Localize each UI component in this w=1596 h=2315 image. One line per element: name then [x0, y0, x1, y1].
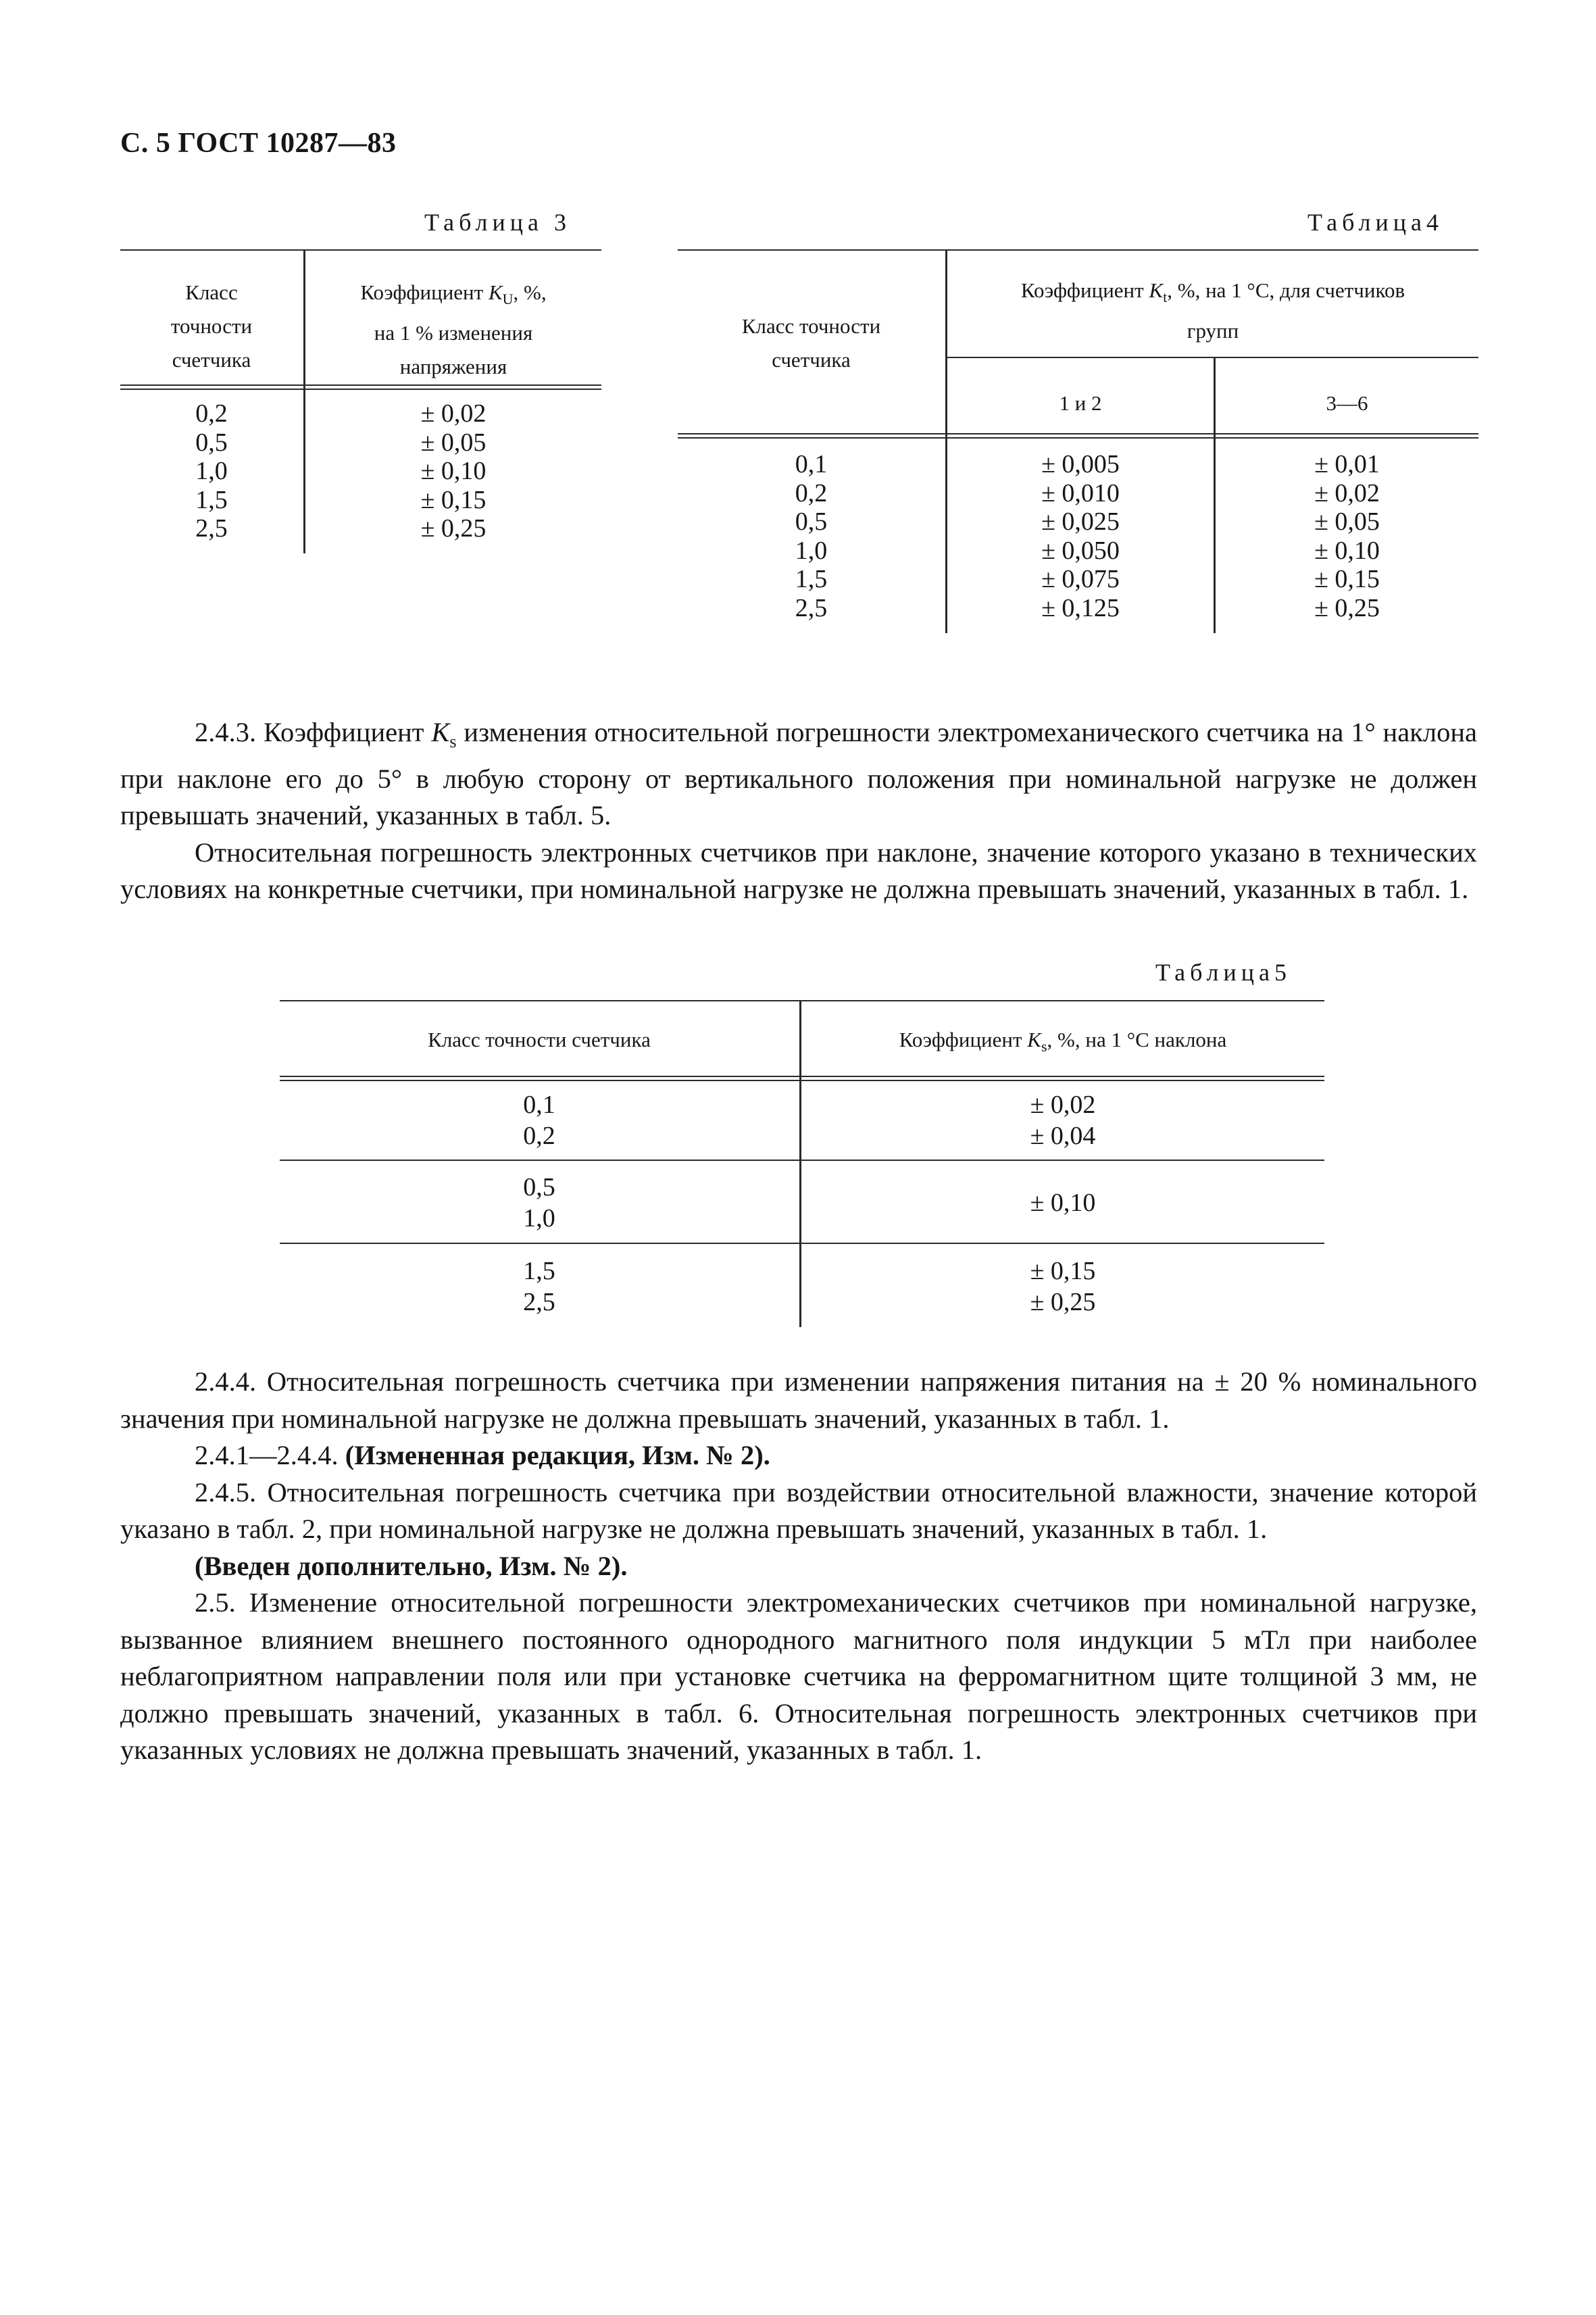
paragraph-amendment: 2.4.1—2.4.4. (Измененная редакция, Изм. № 2). — [195, 1440, 770, 1470]
table5-head-coef: Коэффициент $K_s$, %, на 1 °С наклона — [899, 1028, 1227, 1055]
table4-g1-cell: ± 0,050 — [1041, 536, 1120, 565]
paragraph-2-4-5: 2.4.5. Относительная погрешность счетчика при воздействии относительной влажности, значение которой указано в табл. 2, при номинальной нагрузке не должна превышать значений, указанных в табл. 1. — [120, 1476, 1477, 1544]
table4-g2-cell: ± 0,02 — [1314, 478, 1380, 507]
section-2-4-3 — [120, 714, 1477, 908]
table4-g2-cell: ± 0,05 — [1314, 507, 1380, 536]
table4-g2-cell: ± 0,25 — [1314, 593, 1380, 622]
table3-value-cell: ± 0,15 — [420, 485, 487, 514]
table5-class-cell: 2,5 — [523, 1288, 555, 1316]
table3-class-cell: 2,5 — [195, 514, 228, 543]
table4-g1-cell: ± 0,125 — [1041, 593, 1120, 622]
page-header: С. 5 ГОСТ 10287—83 — [120, 128, 397, 159]
table5-class-cell: 0,1 — [523, 1091, 555, 1119]
table5-value-cell: ± 0,02 — [1030, 1091, 1096, 1119]
table3-head-coef: Коэффициент $K_U$, %, на 1 % изменения напряжения — [360, 280, 547, 379]
table5-head-class: Класс точности счетчика — [428, 1028, 651, 1051]
table3-caption: Таблица 3 — [424, 209, 571, 236]
table3-value-column — [305, 399, 601, 543]
table5-class-cell: 0,5 — [523, 1173, 555, 1201]
table3-value-cell: ± 0,05 — [420, 428, 487, 457]
table4-g2-cell: ± 0,15 — [1314, 565, 1380, 593]
table3-value-cell: ± 0,10 — [420, 457, 487, 485]
table5-class-cell: 1,5 — [523, 1257, 555, 1285]
table5-class-cell: 1,0 — [523, 1204, 555, 1233]
table4-class-cell: 2,5 — [795, 593, 828, 622]
paragraph-introduced: (Введен дополнительно, Изм. № 2). — [195, 1550, 628, 1581]
table5-value-cell: ± 0,04 — [1030, 1122, 1096, 1150]
table4-g1-cell: ± 0,010 — [1041, 478, 1120, 507]
section-2-4-4-to-2-5 — [120, 1364, 1477, 1769]
paragraph-2-4-3: 2.4.3. Коэффициент $K_s$ изменения относительной погрешности электромеханического счетчика на 1° наклона при наклоне его до 5° в любую сторону от вертикального положения при номинальной нагрузке не должен превышать значений, указанных в табл. 5. — [120, 717, 1477, 831]
table4-class-cell: 1,0 — [795, 536, 828, 565]
table5-value-cell: ± 0,25 — [1030, 1288, 1096, 1316]
table3-value-cell: ± 0,25 — [420, 514, 487, 543]
table5-caption: Таблица5 — [1155, 959, 1291, 986]
table4-head-class: Класс точности счетчика — [741, 314, 881, 372]
table5-value-cell: ± 0,15 — [1030, 1257, 1096, 1285]
table5-value-cell: ± 0,10 — [1030, 1189, 1096, 1217]
table4-class-cell: 0,2 — [795, 478, 828, 507]
paragraph-electronic-tilt: Относительная погрешность электронных счетчиков при наклоне, значение которого указано в технических условиях на конкретные счетчики, при номинальной нагрузке не должна превышать значений, указанных в табл. 1. — [120, 837, 1477, 905]
table4-g2-cell: ± 0,01 — [1314, 450, 1380, 478]
table3-class-column — [120, 399, 303, 543]
table3-class-cell: 0,5 — [195, 428, 228, 457]
table5-group2-classes — [280, 1172, 799, 1234]
table4-head-group-1-2: 1 и 2 — [1059, 391, 1102, 415]
table4-g2-column — [1216, 450, 1478, 622]
paragraph-2-5: 2.5. Изменение относительной погрешности электромеханических счетчиков при номинальной нагрузке, вызванное влиянием внешнего постоянного однородного магнитного поля индукции 5 мТл при наиболее неблагоприятном направлении поля или при установке счетчика на ферромагнитном щите толщиной 3 мм, не должно превышать значений, указанных в табл. 6. Относительная погрешность электронных счетчиков при указанных условиях не должна превышать значений, указанных в табл. 1. — [120, 1587, 1477, 1765]
table4-head-coef: Коэффициент $K_t$, %, на 1 °С, для счетчиков групп — [1020, 278, 1405, 343]
table5-group3-classes — [280, 1255, 799, 1318]
table4-g2-cell: ± 0,10 — [1314, 536, 1380, 565]
table4-class-cell: 1,5 — [795, 565, 828, 593]
table4-class-cell: 0,1 — [795, 450, 828, 478]
table5-class-cell: 0,2 — [523, 1122, 555, 1150]
table4-class-cell: 0,5 — [795, 507, 828, 536]
table5-group3-values — [801, 1255, 1324, 1318]
table4-g1-column — [947, 450, 1214, 622]
table3-class-cell: 1,0 — [195, 457, 228, 485]
table4-g1-cell: ± 0,075 — [1041, 565, 1120, 593]
table3-head-class: Класс точности счетчика — [170, 280, 253, 372]
table4-class-column — [678, 450, 945, 622]
table5-group2-values — [801, 1187, 1324, 1218]
table3-class-cell: 1,5 — [195, 485, 228, 514]
table3-class-cell: 0,2 — [195, 399, 228, 428]
table3-value-cell: ± 0,02 — [420, 399, 487, 428]
table5-group1-classes — [280, 1089, 799, 1151]
table4-g1-cell: ± 0,025 — [1041, 507, 1120, 536]
table4-head-group-3-6: 3—6 — [1326, 391, 1368, 415]
paragraph-2-4-4: 2.4.4. Относительная погрешность счетчика при изменении напряжения питания на ± 20 % номинального значения при номинальной нагрузке не должна превышать значений, указанных в табл. 1. — [120, 1366, 1477, 1434]
table5-group1-values — [801, 1089, 1324, 1151]
table4-g1-cell: ± 0,005 — [1041, 450, 1120, 478]
table4-caption: Таблица4 — [1307, 209, 1443, 236]
